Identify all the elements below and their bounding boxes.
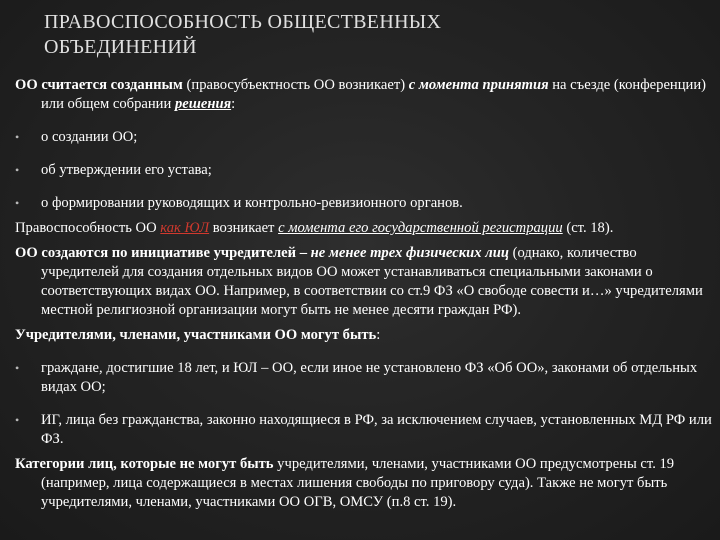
p1-colon: :	[231, 96, 236, 112]
p3-emphasis: не менее трех физических лиц	[310, 245, 509, 261]
p1-emphasis: с момента принятия	[408, 77, 549, 93]
p3-bold: ОО создаются по инициативе учредителей	[15, 245, 297, 261]
bullet-icon: •	[15, 163, 20, 177]
p1-text: (правосубъектность ОО возникает)	[182, 77, 409, 93]
bullet-text: граждане, достигшие 18 лет, и ЮЛ – ОО, если иное не установлено ФЗ «Об ОО», законами об отдельных видах ОО;	[41, 360, 698, 395]
paragraph-members	[15, 326, 713, 345]
bullet-icon: •	[15, 130, 20, 144]
bullet-text: об утверждении его устава;	[41, 162, 212, 178]
p4-bold: Учредителями, членами, участниками ОО могут быть	[15, 327, 377, 343]
p2-registration: с момента его государственной регистрации	[278, 220, 563, 236]
title-line-2: ОБЪЕДИНЕНИЙ	[44, 36, 197, 58]
p3-dash: –	[296, 245, 311, 261]
p2-text-2: возникает	[209, 220, 279, 236]
p2-link-legal-entity: как ЮЛ	[160, 220, 210, 236]
bullet-item	[15, 411, 713, 449]
paragraph-founders	[15, 244, 713, 320]
bullet-icon: •	[15, 413, 20, 427]
p3-text: (однако, количество учредителей для создания отдельных видов ОО может устанавливаться специальными законами о соответствующих видах ОО. Например, в соответствии со ст.9 ФЗ «О свободе совести и…» учредителями местной религиозной организации могут быть не менее десяти граждан РФ).	[41, 245, 703, 318]
bullet-item	[15, 194, 713, 213]
paragraph-creation	[15, 76, 713, 114]
paragraph-restrictions	[15, 455, 713, 512]
bullet-icon: •	[15, 361, 20, 375]
p5-text: учредителями, членами, участниками ОО предусмотрены ст. 19 (например, лица содержащиеся в местах лишения свободы по приговору суда). Также не могут быть учредителями, членами, участниками ОО ОГВ, ОМСУ (п.8 ст. 19).	[41, 456, 675, 510]
bullet-text: о создании ОО;	[41, 129, 138, 145]
p5-bold: Категории лиц, которые не могут быть	[15, 456, 274, 472]
bullet-text: о формировании руководящих и контрольно-ревизионного органов.	[41, 195, 463, 211]
bullet-text: ИГ, лица без гражданства, законно находящиеся в РФ, за исключением случаев, установленных МД РФ или ФЗ.	[41, 412, 712, 447]
slide-body	[15, 76, 713, 512]
p2-text: Правоспособность ОО	[15, 220, 161, 236]
p4-colon: :	[376, 327, 381, 343]
p2-article: (ст. 18).	[562, 220, 614, 236]
bullet-item	[15, 161, 713, 180]
p1-bold: ОО считается созданным	[15, 77, 183, 93]
slide-title	[44, 10, 684, 60]
bullet-item	[15, 359, 713, 397]
bullet-item	[15, 128, 713, 147]
title-line-1: ПРАВОСПОСОБНОСТЬ ОБЩЕСТВЕННЫХ	[44, 11, 442, 33]
p1-text-2: на съезде (конференции) или общем собрании	[41, 77, 707, 112]
bullet-icon: •	[15, 196, 20, 210]
paragraph-legal-capacity	[15, 219, 713, 238]
p1-decision: решения	[174, 96, 232, 112]
